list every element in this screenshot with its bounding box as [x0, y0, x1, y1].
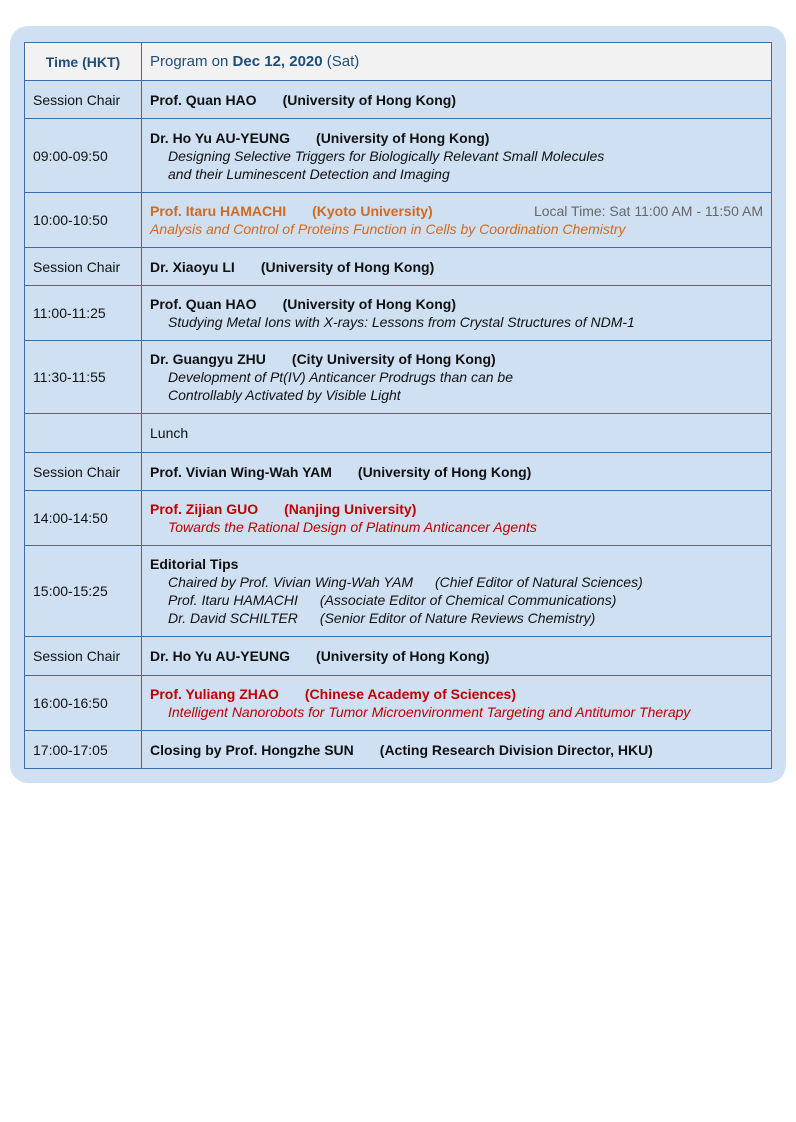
speaker-affiliation: (University of Hong Kong)	[357, 463, 532, 480]
row-time: Session Chair	[25, 81, 142, 119]
row-time: Session Chair	[25, 248, 142, 286]
speaker-affiliation: (University of Hong Kong)	[260, 258, 435, 275]
talk-title-continued: Controllably Activated by Visible Light	[168, 387, 401, 403]
program-prefix: Program on	[150, 53, 233, 70]
tip-line	[150, 573, 763, 591]
program-date: Dec 12, 2020	[232, 53, 323, 70]
row-time: Session Chair	[25, 637, 142, 676]
table-row	[25, 637, 772, 676]
speaker-affiliation: (University of Hong Kong)	[282, 296, 456, 312]
speaker-affiliation: (University of Hong Kong)	[282, 91, 456, 108]
program-date-header	[142, 43, 772, 81]
row-content	[142, 341, 772, 414]
table-row	[25, 546, 772, 637]
talk-title: Development of Pt(IV) Anticancer Prodrugs than can be	[168, 369, 513, 385]
row-time: 14:00-14:50	[25, 491, 142, 546]
editorial-tips-title: Editorial Tips	[150, 556, 239, 572]
program-table	[24, 42, 772, 769]
speaker-name: Prof. Vivian Wing-Wah YAM	[150, 463, 332, 480]
row-time: 09:00-09:50	[25, 119, 142, 193]
local-time: Local Time: Sat 11:00 AM - 11:50 AM	[533, 203, 763, 219]
row-time	[25, 414, 142, 453]
row-time: 17:00-17:05	[25, 731, 142, 769]
row-content	[142, 676, 772, 731]
row-content	[142, 731, 772, 769]
speaker-name: Prof. Itaru HAMACHI	[150, 203, 287, 219]
tip-line	[150, 609, 763, 627]
speaker-name: Dr. Guangyu ZHU	[150, 351, 266, 367]
speaker-name: Dr. Ho Yu AU-YEUNG	[150, 129, 291, 146]
table-row	[25, 119, 772, 193]
talk-title: Intelligent Nanorobots for Tumor Microenvironment Targeting and Antitumor Therapy	[168, 704, 691, 720]
tip-name: Dr. David SCHILTER	[168, 610, 298, 626]
tip-line	[150, 591, 763, 609]
row-content	[142, 81, 772, 119]
tip-name: Prof. Itaru HAMACHI	[168, 592, 298, 608]
table-row	[25, 248, 772, 286]
talk-title: Analysis and Control of Proteins Function in Cells by Coordination Chemistry	[150, 221, 626, 237]
speaker-affiliation: (Nanjing University)	[284, 501, 417, 517]
speaker-name: Prof. Quan HAO	[150, 91, 257, 108]
speaker-affiliation: (Acting Research Division Director, HKU)	[379, 741, 653, 758]
table-header	[25, 43, 772, 81]
tip-role: (Chief Editor of Natural Sciences)	[435, 574, 643, 590]
row-content	[142, 491, 772, 546]
row-content	[142, 286, 772, 341]
talk-title: Towards the Rational Design of Platinum Anticancer Agents	[168, 519, 537, 535]
table-row	[25, 341, 772, 414]
speaker-affiliation: (City University of Hong Kong)	[291, 351, 496, 367]
program-day: (Sat)	[322, 53, 360, 70]
speaker-affiliation: (Kyoto University)	[312, 203, 433, 219]
talk-title: Studying Metal Ions with X-rays: Lessons from Crystal Structures of NDM-1	[168, 314, 635, 330]
speaker-name: Prof. Zijian GUO	[150, 501, 259, 517]
row-time: 16:00-16:50	[25, 676, 142, 731]
row-content	[142, 637, 772, 676]
row-content	[142, 119, 772, 193]
speaker-affiliation: (University of Hong Kong)	[316, 648, 490, 664]
table-row	[25, 676, 772, 731]
row-time: 11:30-11:55	[25, 341, 142, 414]
row-content	[142, 546, 772, 637]
speaker-affiliation: (Chinese Academy of Sciences)	[304, 686, 516, 702]
tip-name: Chaired by Prof. Vivian Wing-Wah YAM	[168, 574, 413, 590]
table-row	[25, 193, 772, 248]
row-time: 15:00-15:25	[25, 546, 142, 637]
speaker-name: Prof. Quan HAO	[150, 296, 257, 312]
table-row	[25, 731, 772, 769]
talk-title-continued: and their Luminescent Detection and Imaging	[168, 165, 450, 182]
table-row	[25, 414, 772, 453]
lunch-label: Lunch	[142, 414, 772, 453]
speaker-affiliation: (University of Hong Kong)	[316, 129, 490, 146]
row-content	[142, 453, 772, 491]
speaker-name: Dr. Xiaoyu LI	[150, 258, 235, 275]
talk-title: Designing Selective Triggers for Biologically Relevant Small Molecules	[168, 147, 605, 164]
table-row	[25, 81, 772, 119]
table-row	[25, 491, 772, 546]
row-time: 11:00-11:25	[25, 286, 142, 341]
row-content	[142, 248, 772, 286]
row-time: Session Chair	[25, 453, 142, 491]
speaker-name: Prof. Yuliang ZHAO	[150, 686, 279, 702]
tip-role: (Associate Editor of Chemical Communications)	[319, 592, 617, 608]
table-row	[25, 453, 772, 491]
table-row	[25, 286, 772, 341]
row-time: 10:00-10:50	[25, 193, 142, 248]
speaker-name: Closing by Prof. Hongzhe SUN	[150, 741, 354, 758]
tip-role: (Senior Editor of Nature Reviews Chemistry)	[319, 610, 596, 626]
time-column-header: Time (HKT)	[25, 43, 142, 81]
row-content	[142, 193, 772, 248]
speaker-name: Dr. Ho Yu AU-YEUNG	[150, 648, 291, 664]
